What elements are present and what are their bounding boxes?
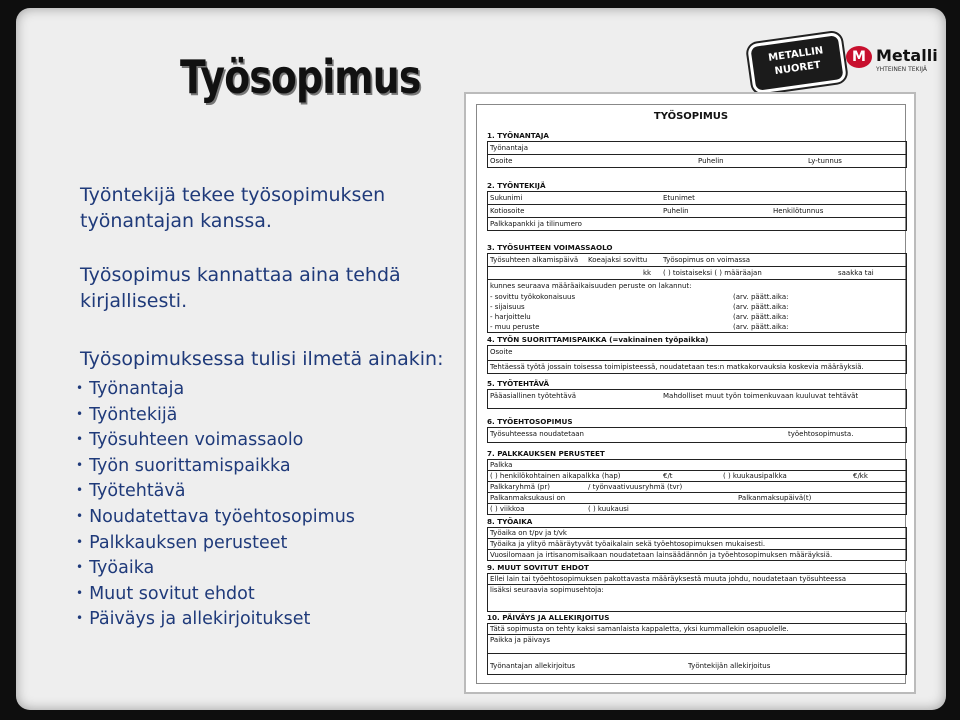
list-item: • Työntekijä	[76, 404, 178, 425]
form-section-signatures: 10. PÄIVÄYS JA ALLEKIRJOITUS Tätä sopimusta on tehty kaksi samanlaista kappaletta, yksi kummallekin osapuolelle. Paikka ja päivays Työnantajan allekirjoitus Työntekijän allekirjoitus	[487, 613, 907, 675]
metalli-logo-sub: YHTEINEN TEKIJÄ	[876, 66, 928, 73]
contract-form-image	[464, 92, 916, 694]
form-section-other-terms: 9. MUUT SOVITUT EHDOT Ellei lain tai työehtosopimuksen pakottavasta määräyksestä muuta johdu, noudatetaan työsuhteessa lisäksi seuraavia sopimusehtoja:	[487, 563, 907, 612]
metalli-logo-name: Metalli	[876, 46, 938, 65]
list-item: • Työtehtävä	[76, 481, 186, 502]
form-section-collective-agreement: 6. TYÖEHTOSOPIMUS Työsuhteessa noudatetaan työehtosopimusta.	[487, 417, 907, 443]
form-section-employee: 2. TYÖNTEKIJÄ Sukunimi Etunimet Kotiosoite Puhelin Henkilötunnus Palkkapankki ja tilinumero	[487, 181, 907, 231]
list-item: • Palkkauksen perusteet	[76, 532, 288, 553]
metallin-nuoret-logo: METALLIN NUORET	[747, 32, 847, 95]
metalli-mark-icon: M	[846, 46, 872, 68]
form-title: TYÖSOPIMUS	[653, 111, 729, 122]
form-section-pay: 7. PALKKAUKSEN PERUSTEET Palkka ( ) henkilökohtainen aikapalkka (hap) €/t ( ) kuukausipalkka €/kk Palkkaryhmä (pr) / työnvaativuusryhmä (tvr) Palkanmaksukausi on Palkanmaksupäivä(t) ( ) viikkoa ( ) kuukausi	[487, 449, 907, 515]
list-item: • Työnantaja	[76, 378, 185, 399]
list-item: • Työn suorittamispaikka	[76, 455, 291, 476]
list-item: • Työsuhteen voimassaolo	[76, 429, 304, 450]
contract-form	[476, 104, 906, 684]
metalli-logo	[846, 44, 936, 74]
list-item: • Työaika	[76, 557, 155, 578]
page-title: Työsopimus	[180, 50, 421, 104]
intro-paragraph-2: Työsopimus kannattaa aina tehdä kirjallisesti.	[80, 264, 401, 312]
list-item: • Muut sovitut ehdot	[76, 583, 255, 604]
list-item: • Päiväys ja allekirjoitukset	[76, 609, 311, 630]
form-section-employer: 1. TYÖNANTAJA Työnantaja Osoite Puhelin Ly-tunnus	[487, 131, 907, 168]
list-heading: Työsopimuksessa tulisi ilmetä ainakin:	[80, 348, 444, 370]
form-section-working-hours: 8. TYÖAIKA Työaika on t/pv ja t/vk Työaika ja ylityö määräytyvät työaikalain sekä työehtosopimuksen mukaisesti. Vuosilomaan ja irtisanomisaikaan noudatetaan lainsäädännön ja työehtosopimuksen määräyksiä.	[487, 517, 907, 561]
contents-list	[76, 376, 355, 632]
list-item: • Noudatettava työehtosopimus	[76, 506, 355, 527]
intro-paragraph-1: Työntekijä tekee työsopimuksen työnantajan kanssa.	[80, 184, 386, 232]
form-section-job-duties: 5. TYÖTEHTÄVÄ Pääasiallinen työtehtävä Mahdolliset muut työn toimenkuvaan kuuluvat tehtävät	[487, 379, 907, 409]
form-section-employment-validity: 3. TYÖSUHTEEN VOIMASSAOLO Työsuhteen alkamispäivä Koeajaksi sovittu Työsopimus on voimassa kk ( ) toistaiseksi ( ) määräajan saakka tai kunnes seuraava määräaikaisuuden peruste on lakannut: - sovittu työkokonaisuus (arv. päätt.aika: - sijaisuus (arv. päätt.aika: - harjoittelu (arv. päätt.aika: - muu peruste (arv. päätt.aika:	[487, 243, 907, 333]
form-section-workplace: 4. TYÖN SUORITTAMISPAIKKA (=vakinainen työpaikka) Osoite Tehtäessä työtä jossain toisessa toimipisteessä, noudatetaan tes:n matkakorvauksia koskevia määräyksiä.	[487, 335, 907, 374]
